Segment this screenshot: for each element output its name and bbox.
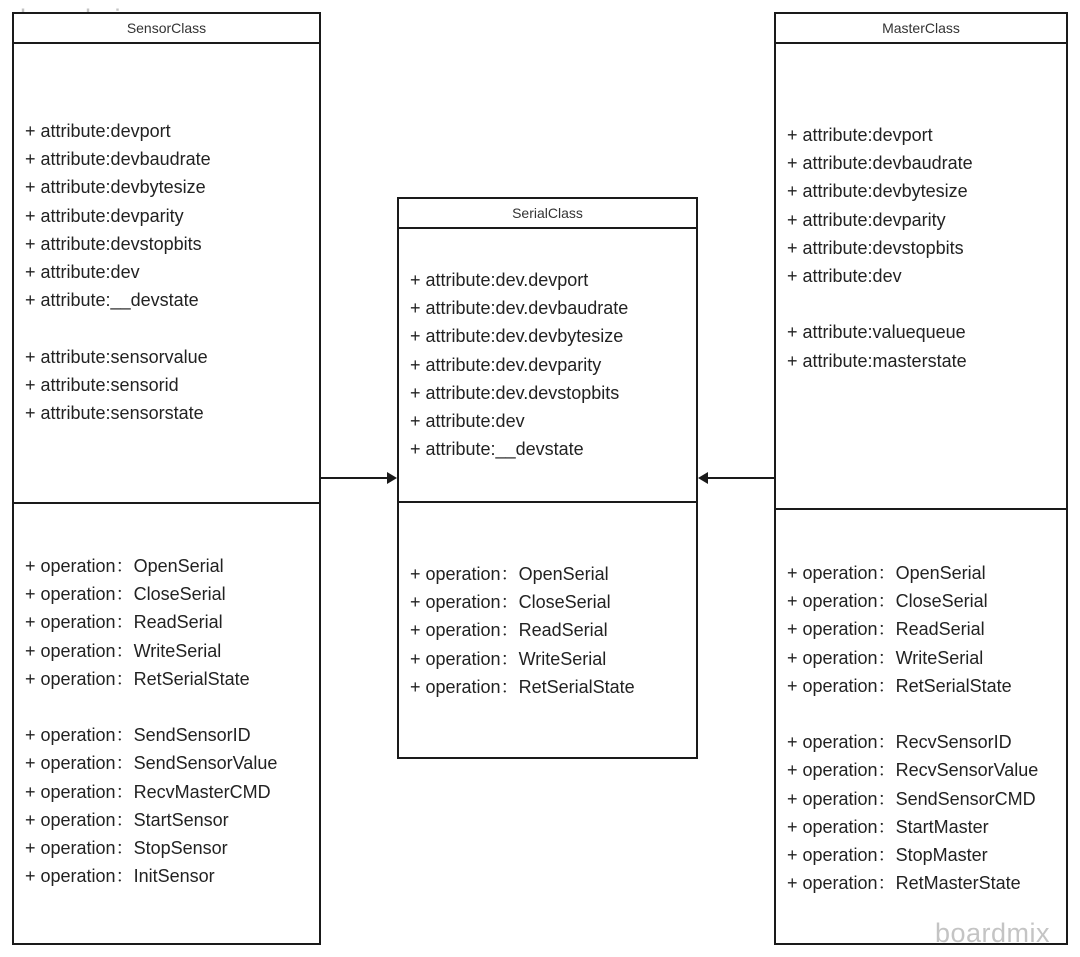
master-to-serial-arrowhead	[698, 472, 708, 484]
attribute-item: + attribute:dev.devstopbits	[410, 382, 620, 403]
operation-item: + operation：InitSensor	[25, 866, 215, 887]
attribute-item: + attribute:devstopbits	[787, 237, 964, 258]
attribute-item: + attribute:devstopbits	[25, 233, 202, 254]
operation-item: + operation：CloseSerial	[25, 584, 226, 605]
attribute-item: + attribute:dev.devbytesize	[410, 326, 624, 347]
operation-item: + operation：StartMaster	[787, 816, 989, 837]
attribute-item: + attribute:devbaudrate	[25, 149, 211, 170]
attribute-item: + attribute:sensorid	[25, 374, 179, 395]
serial-class-title: SerialClass	[399, 199, 696, 229]
operation-item: + operation：OpenSerial	[410, 564, 609, 584]
operation-item: + operation：RecvSensorValue	[787, 760, 1039, 781]
operation-item: + operation：RecvMasterCMD	[25, 781, 271, 802]
operation-item: + operation：StopSensor	[25, 837, 228, 858]
attribute-item: + attribute:dev.devbaudrate	[410, 298, 629, 319]
attribute-item: + attribute:dev	[787, 265, 902, 286]
operation-item: + operation：SendSensorID	[25, 725, 251, 746]
attribute-item: + attribute:dev.devparity	[410, 354, 602, 375]
attribute-item: + attribute:devport	[787, 125, 933, 145]
operation-item: + operation：RecvSensorID	[787, 732, 1012, 753]
master-class-title: MasterClass	[776, 14, 1066, 44]
attribute-item: + attribute:devbaudrate	[787, 153, 973, 174]
operation-item: + operation：RetSerialState	[410, 676, 635, 697]
operation-item: + operation：WriteSerial	[25, 640, 222, 661]
attribute-item: + attribute:__devstate	[410, 439, 584, 460]
sensor-class-title: SensorClass	[14, 14, 319, 44]
attribute-item: + attribute:dev	[25, 261, 140, 282]
master-to-serial-arrow	[698, 472, 774, 484]
operation-item: + operation：StopMaster	[787, 844, 988, 865]
attribute-item: + attribute:dev	[410, 410, 525, 431]
attribute-item: + attribute:devbytesize	[787, 181, 968, 202]
operation-item: + operation：RetMasterState	[787, 873, 1021, 894]
operation-item: + operation：ReadSerial	[787, 619, 985, 640]
operation-item: + operation：SendSensorCMD	[787, 788, 1036, 809]
operation-item: + operation：OpenSerial	[787, 563, 986, 583]
attribute-item: + attribute:devparity	[25, 205, 184, 226]
attribute-item: + attribute:devparity	[787, 209, 946, 230]
operation-item: + operation：SendSensorValue	[25, 753, 278, 774]
operation-item: + operation：StartSensor	[25, 809, 229, 830]
attribute-item: + attribute:masterstate	[787, 350, 967, 371]
operation-item: + operation：ReadSerial	[25, 612, 223, 633]
operation-item: + operation：ReadSerial	[410, 620, 608, 641]
attribute-item: + attribute:__devstate	[25, 290, 199, 311]
operation-item: + operation：CloseSerial	[787, 591, 988, 612]
attribute-item: + attribute:devport	[25, 121, 171, 141]
attribute-item: + attribute:devbytesize	[25, 177, 206, 198]
operation-item: + operation：RetSerialState	[25, 668, 250, 689]
operation-item: + operation：WriteSerial	[410, 648, 607, 669]
operation-item: + operation：RetSerialState	[787, 675, 1012, 696]
sensor-to-serial-arrowhead	[387, 472, 397, 484]
operation-item: + operation：CloseSerial	[410, 592, 611, 613]
attribute-item: + attribute:dev.devport	[410, 270, 589, 290]
attribute-item: + attribute:sensorstate	[25, 402, 204, 423]
watermark-bottom-right: boardmix	[935, 918, 1051, 948]
attribute-item: + attribute:valuequeue	[787, 322, 966, 343]
operation-item: + operation：WriteSerial	[787, 647, 984, 668]
sensor-to-serial-arrow	[321, 472, 397, 484]
operation-item: + operation：OpenSerial	[25, 556, 224, 576]
attribute-item: + attribute:sensorvalue	[25, 346, 208, 367]
